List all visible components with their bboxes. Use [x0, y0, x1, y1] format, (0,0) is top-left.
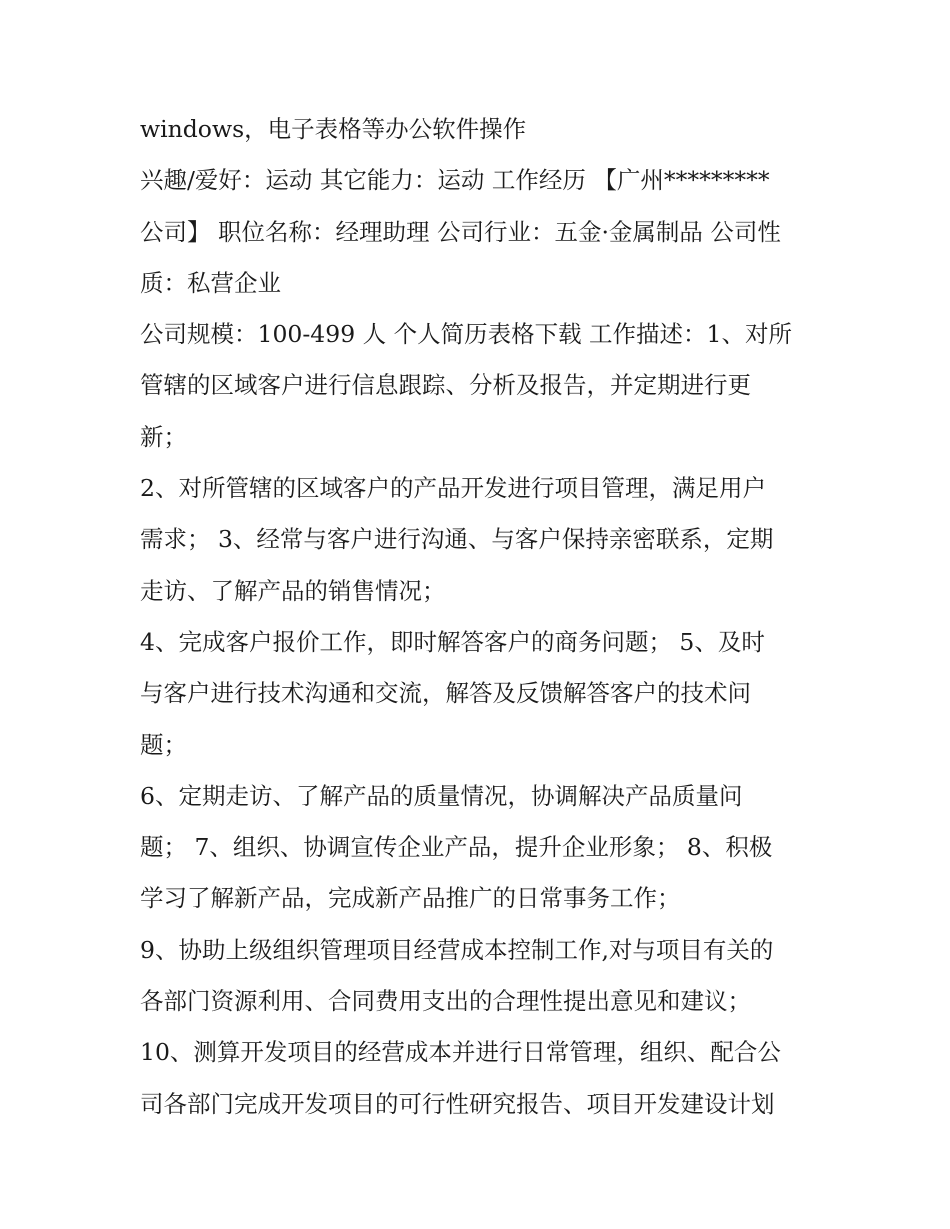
text-line: 新； [140, 422, 187, 451]
text-line: 与客户进行技术沟通和交流，解答及反馈解答客户的技术问 [140, 679, 751, 708]
text-line: 题； [140, 730, 187, 759]
text-line: 9、协助上级组织管理项目经营成本控制工作,对与项目有关的 [140, 935, 774, 964]
text-line: 题； 7、组织、协调宣传企业产品，提升企业形象； 8、积极 [140, 833, 773, 862]
text-line: 需求； 3、经常与客户进行沟通、与客户保持亲密联系，定期 [140, 525, 774, 554]
document-body [140, 104, 830, 1130]
text-line: 各部门资源利用、合同费用支出的合理性提出意见和建议； [140, 987, 751, 1016]
text-line: 公司规模：100-499 人 个人简历表格下载 工作描述：1、对所 [140, 320, 793, 349]
text-line: 管辖的区域客户进行信息跟踪、分析及报告，并定期进行更 [140, 371, 751, 400]
text-line: 学习了解新产品，完成新产品推广的日常事务工作； [140, 884, 681, 913]
text-line: 6、定期走访、了解产品的质量情况，协调解决产品质量问 [140, 781, 743, 810]
text-line: windows，电子表格等办公软件操作 [140, 115, 527, 143]
text-line: 4、完成客户报价工作，即时解答客户的商务问题； 5、及时 [140, 627, 765, 656]
text-line: 公司】 职位名称：经理助理 公司行业：五金·金属制品 公司性 [140, 217, 781, 246]
text-line: 质：私营企业 [140, 268, 281, 297]
text-line: 10、测算开发项目的经营成本并进行日常管理，组织、配合公 [140, 1038, 781, 1067]
text-line: 2、对所管辖的区域客户的产品开发进行项目管理，满足用户 [140, 474, 766, 503]
text-line: 兴趣/爱好：运动 其它能力：运动 工作经历 【广州********* [140, 166, 770, 195]
text-line: 司各部门完成开发项目的可行性研究报告、项目开发建设计划 [140, 1089, 775, 1118]
text-line: 走访、了解产品的销售情况； [140, 576, 446, 605]
